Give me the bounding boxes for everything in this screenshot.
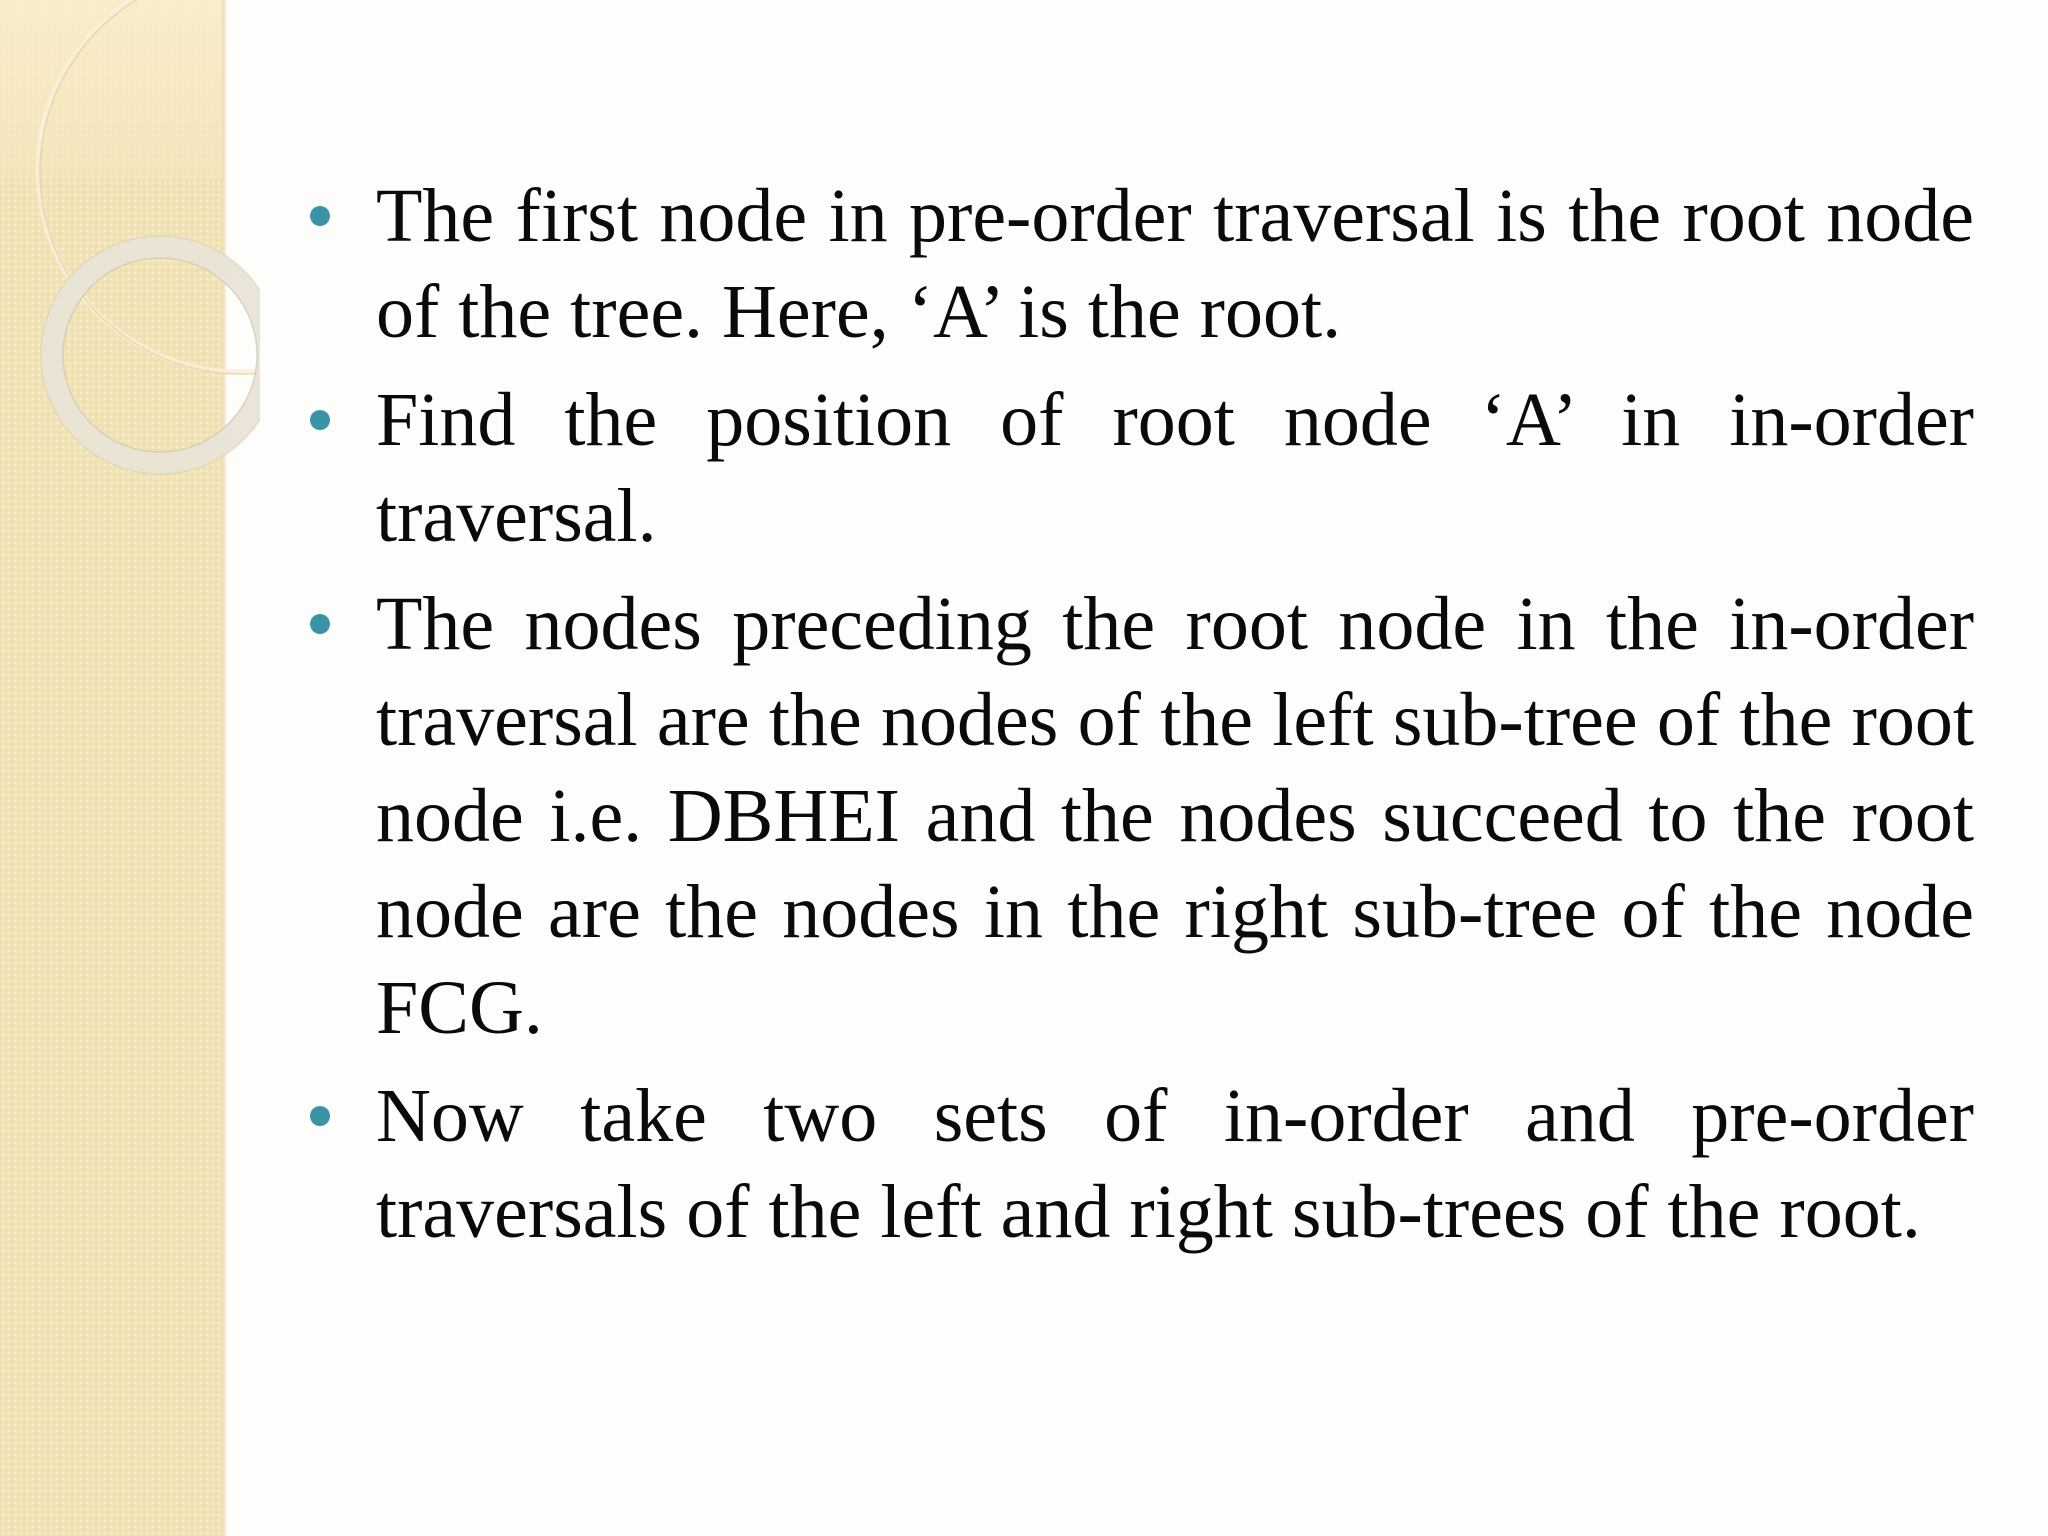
slide-content (310, 168, 1974, 1272)
bullet-list (310, 168, 1974, 1260)
bullet-item-recurse (310, 1068, 1974, 1260)
bullet-item-find-position (310, 372, 1974, 564)
bullet-item-root-node (310, 168, 1974, 360)
bullet-dot-icon (310, 206, 330, 226)
bullet-text: Now take two sets of in-order and pre-order traversals of the left and right sub-trees of the root. (376, 1074, 1974, 1254)
band-corner-highlight (0, 0, 226, 180)
decorative-side-band (0, 0, 226, 1536)
bullet-dot-icon (310, 614, 330, 634)
bullet-text: Find the position of root node ‘A’ in in-order traversal. (376, 378, 1974, 558)
bullet-text: The first node in pre-order traversal is the root node of the tree. Here, ‘A’ is the root. (376, 174, 1974, 354)
bullet-dot-icon (310, 1106, 330, 1126)
bullet-text: The nodes preceding the root node in the in-order traversal are the nodes of the left sub-tree of the root node i.e. DBHEI and the nodes succeed to the root node are the nodes in the right sub-tree of the node FCG. (376, 582, 1974, 1050)
bullet-dot-icon (310, 410, 330, 430)
bullet-item-subtrees (310, 576, 1974, 1056)
band-edge (222, 0, 226, 1536)
